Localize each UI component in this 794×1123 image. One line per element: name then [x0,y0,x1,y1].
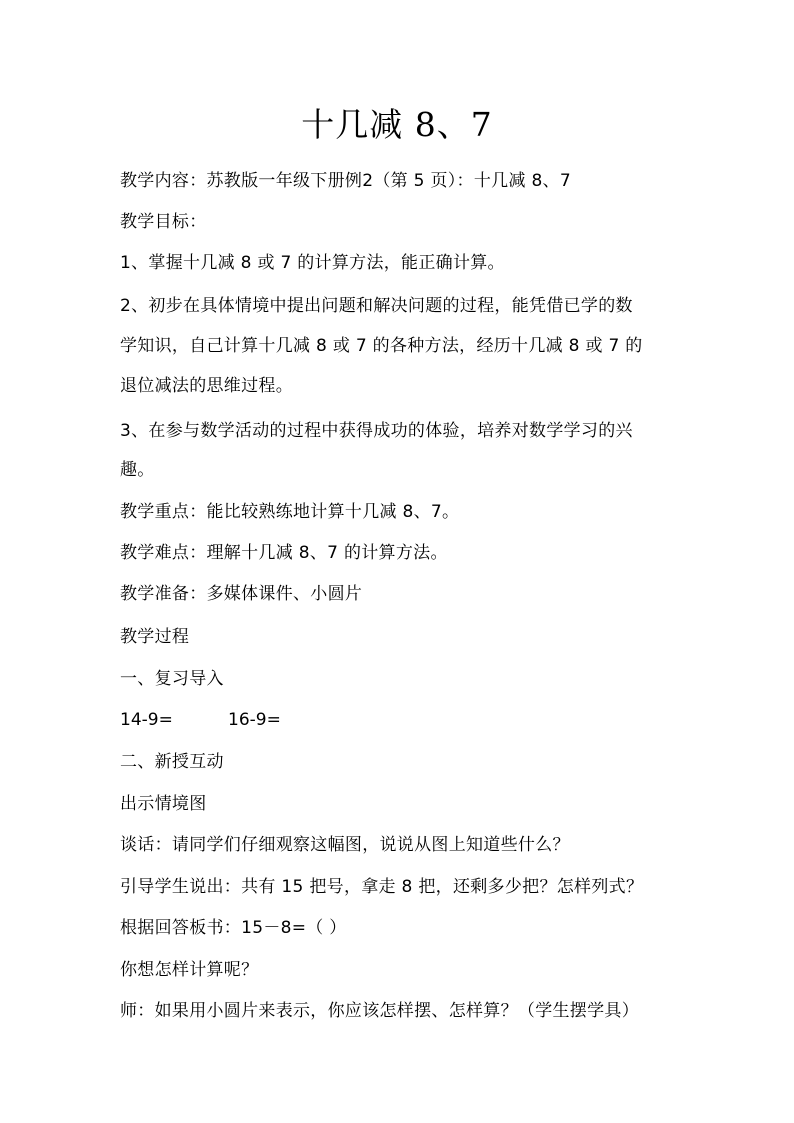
difficult-points: 教学难点：理解十几减 8、7 的计算方法。 [120,543,448,563]
talk: 谈话：请同学们仔细观察这幅图，说说从图上知道些什么？ [120,835,570,855]
section-2-heading: 二、新授互动 [120,752,224,772]
guide-students: 引导学生说出：共有 15 把号，拿走 8 把，还剩多少把？怎样列式？ [120,877,644,897]
goal-3-line-2: 趣。 [120,460,155,480]
preparation: 教学准备：多媒体课件、小圆片 [120,584,363,604]
goal-2-line-3: 退位减法的思维过程。 [120,376,293,396]
teaching-goals-heading: 教学目标： [120,212,207,232]
goal-3-line-1: 3、在参与数学活动的过程中获得成功的体验，培养对数学学习的兴 [120,421,633,441]
board-writing: 根据回答板书：15－8=（ ） [120,918,347,938]
show-scene: 出示情境图 [120,794,207,814]
key-points: 教学重点：能比较熟练地计算十几减 8、7。 [120,502,460,522]
equation-2: 16-9= [228,710,281,730]
section-1-heading: 一、复习导入 [120,669,224,689]
teaching-content: 教学内容：苏教版一年级下册例2（第 5 页）：十几减 8、7 [120,171,571,191]
how-to-calc: 你想怎样计算呢？ [120,960,259,980]
goal-2-line-1: 2、初步在具体情境中提出问题和解决问题的过程，能凭借已学的数 [120,296,633,316]
equation-1: 14-9= [120,710,173,730]
teacher-prompt: 师：如果用小圆片来表示，你应该怎样摆、怎样算？（学生摆学具） [120,1001,639,1021]
process-heading: 教学过程 [120,627,190,647]
document-title: 十几减 8、7 [301,105,493,144]
goal-2-line-2: 学知识，自己计算十几减 8 或 7 的各种方法，经历十几减 8 或 7 的 [120,336,643,356]
goal-1: 1、掌握十几减 8 或 7 的计算方法，能正确计算。 [120,253,505,273]
